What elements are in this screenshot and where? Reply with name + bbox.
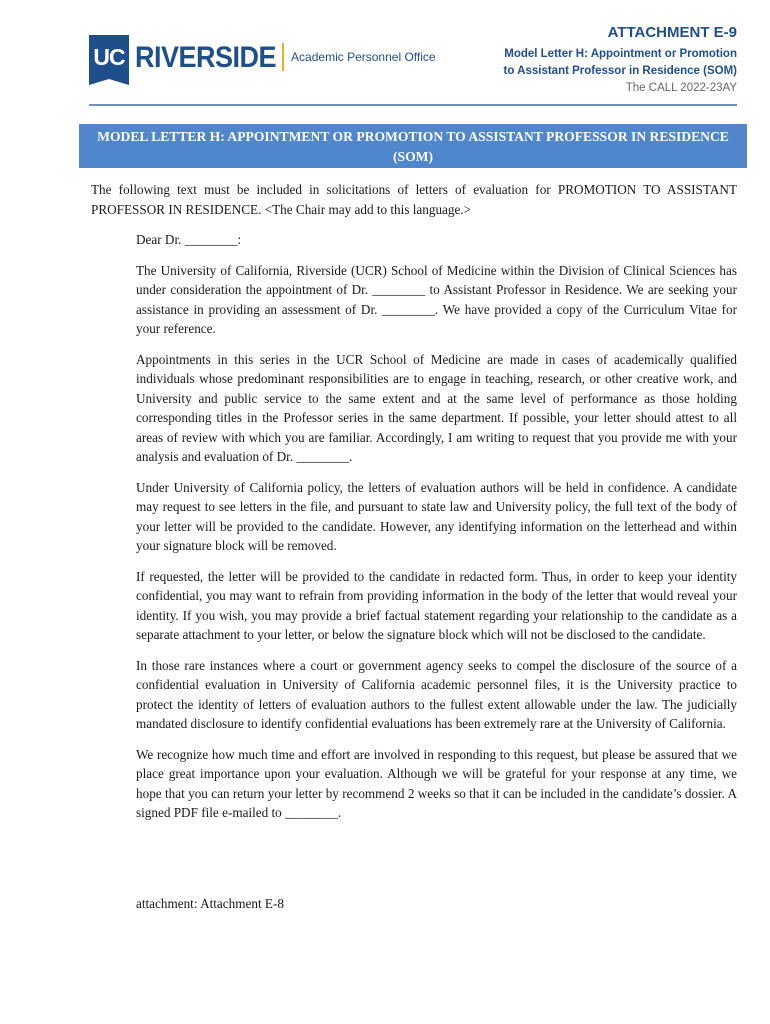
attachment-note: attachment: Attachment E-8 bbox=[136, 896, 284, 911]
subtitle-line-2: to Assistant Professor in Residence (SOM) bbox=[503, 65, 737, 77]
department-name: Academic Personnel Office bbox=[291, 50, 436, 64]
banner-line-2: (SOM) bbox=[392, 149, 434, 164]
ucr-logo bbox=[89, 35, 436, 79]
logo-divider bbox=[282, 43, 284, 71]
document-header bbox=[504, 24, 737, 97]
letter-body bbox=[136, 230, 737, 834]
paragraph-2: Appointments in this series in the UCR School of Medicine are made in cases of academically qualified individuals whose predominant responsibilities are to engage in teaching, research, or other creative work, and University and public service to the same extent and at the same level of performance as those holding corresponding titles in the Professor series in the same department. If possible, your letter should attest to all areas of review with which you are familiar. Accordingly, I am writing to request that you provide me with your analysis and evaluation of Dr. ________. bbox=[136, 351, 737, 464]
paragraph-5: In those rare instances where a court or government agency seeks to compel the disclosure of the source of a confidential evaluation in University of California academic personnel files, it is the University practice to protect the identity of letters of evaluation authors to the fullest extent allowable under the law. The judicially mandated disclosure to identify confidential evaluations has been extremely rare at the University of California. bbox=[136, 657, 737, 731]
banner-line-1: MODEL LETTER H: APPOINTMENT OR PROMOTION TO ASSISTANT PROFESSOR IN RESIDENCE bbox=[97, 129, 729, 144]
paragraph-3: Under University of California policy, the letters of evaluation authors will be held in confidence. A candidate may request to see letters in the file, and pursuant to state law and University policy, the full text of the body of your letter will be provided to the candidate. However, any identifying information on the letterhead and within your signature block will be removed. bbox=[136, 479, 737, 553]
call-year: The CALL 2022-23AY bbox=[625, 82, 737, 94]
title-banner bbox=[79, 124, 747, 168]
paragraph-6: We recognize how much time and effort are involved in responding to this request, but please be assured that we place great importance upon your evaluation. Although we will be grateful for your response at any time, we hope that you can return your letter by recommend 2 weeks so that it can be included in the candidate’s dossier. A signed PDF file e-mailed to ________. bbox=[136, 746, 737, 820]
intro-paragraph: The following text must be included in solicitations of letters of evaluation for PROMOTION TO ASSISTANT PROFESSOR IN RESIDENCE. <The Chair may add to this language.> bbox=[91, 182, 737, 217]
header-rule bbox=[89, 104, 737, 106]
subtitle-line-1: Model Letter H: Appointment or Promotion bbox=[504, 48, 737, 60]
riverside-wordmark: RIVERSIDE bbox=[135, 39, 277, 73]
uc-badge: UC bbox=[89, 35, 129, 79]
paragraph-1: The University of California, Riverside (UCR) School of Medicine within the Division of Clinical Sciences has under consideration the appointment of Dr. ________ to Assistant Professor in Residence. We are seeking your assistance in providing an assessment of Dr. ________. We have provided a copy of the Curriculum Vitae for your reference. bbox=[136, 262, 737, 336]
paragraph-4: If requested, the letter will be provided to the candidate in redacted form. Thus, in order to keep your identity confidential, you may want to refrain from providing information in the body of the letter that would reveal your identity. If you wish, you may provide a brief factual statement regarding your relationship to the candidate as a separate attachment to your letter, or below the signature block which will not be disclosed to the candidate. bbox=[136, 568, 737, 642]
salutation: Dear Dr. ________: bbox=[136, 232, 242, 247]
attachment-title: ATTACHMENT E-9 bbox=[607, 24, 737, 41]
